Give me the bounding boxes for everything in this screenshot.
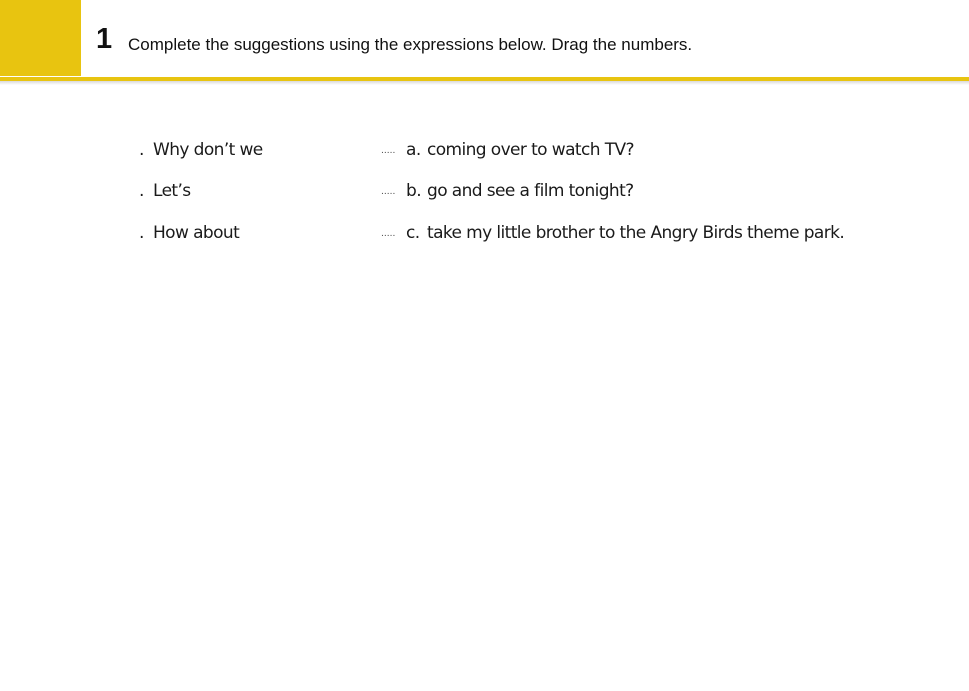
exercise-header bbox=[0, 0, 969, 80]
suggestion-ending: go and see a film tonight? bbox=[427, 181, 634, 201]
suggestion-ending: take my little brother to the Angry Birds theme park. bbox=[427, 223, 845, 243]
suggestion-ending: coming over to watch TV? bbox=[427, 140, 634, 160]
suggestion-starter: How about bbox=[153, 223, 240, 243]
header-accent-block bbox=[0, 0, 81, 76]
answer-blank[interactable]: ..... bbox=[381, 229, 396, 239]
number-drop-slot[interactable]: . bbox=[139, 181, 144, 201]
number-drop-slot[interactable]: . bbox=[139, 223, 144, 243]
answer-blank[interactable]: ..... bbox=[381, 187, 396, 197]
exercise-number: 1 bbox=[96, 23, 113, 55]
option-letter: c. bbox=[406, 223, 420, 243]
answer-blank[interactable]: ..... bbox=[381, 146, 396, 156]
suggestion-starter: Let’s bbox=[153, 181, 191, 201]
header-shadow bbox=[0, 81, 969, 85]
suggestion-starter: Why don’t we bbox=[153, 140, 263, 160]
matching-row bbox=[0, 140, 969, 166]
option-letter: b. bbox=[406, 181, 421, 201]
option-letter: a. bbox=[406, 140, 421, 160]
matching-row bbox=[0, 223, 969, 249]
matching-row bbox=[0, 181, 969, 207]
exercise-instruction: Complete the suggestions using the expressions below. Drag the numbers. bbox=[128, 35, 693, 54]
number-drop-slot[interactable]: . bbox=[139, 140, 144, 160]
